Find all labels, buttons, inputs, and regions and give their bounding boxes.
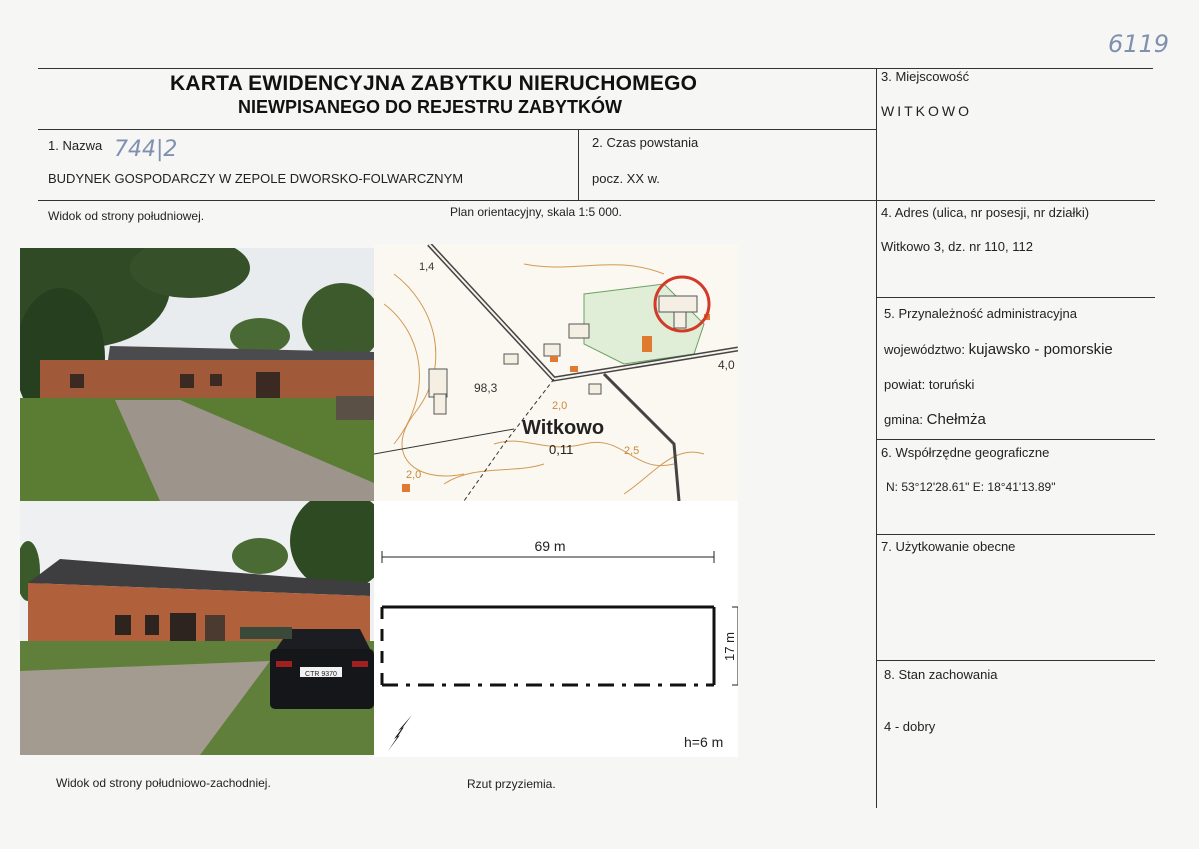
miejscowosc-label: 3. Miejscowość [881, 69, 970, 84]
nazwa-label: 1. Nazwa [48, 138, 103, 153]
photo-bottom-caption: Widok od strony południowo-zachodniej. [56, 776, 271, 790]
czas-label: 2. Czas powstania [592, 135, 699, 150]
wojewodztwo-value: kujawsko - pomorskie [968, 341, 1113, 358]
stan-label: 8. Stan zachowania [884, 667, 998, 682]
ground-floor-plan [374, 501, 738, 757]
photo-south-view [20, 248, 374, 501]
admin-label: 5. Przynależność administracyjna [884, 306, 1077, 321]
powiat-row [884, 377, 974, 392]
powiat-value: toruński [928, 377, 975, 392]
adres-bottom-rule [877, 297, 1155, 298]
top-rule [38, 68, 1153, 69]
map-elev-3: 4,0 [718, 358, 735, 372]
map-caption: Plan orientacyjny, skala 1:5 000. [450, 205, 622, 219]
czas-value: pocz. XX w. [592, 171, 660, 186]
map-elev-2: 98,3 [474, 381, 498, 395]
page-number: 6119 [1108, 30, 1170, 58]
car-plate: CTR 9370 [305, 671, 337, 678]
map-elev-6: 2,0 [406, 469, 422, 481]
photo-top-caption: Widok od strony południowej. [48, 209, 205, 223]
powiat-prefix: powiat: [884, 377, 926, 392]
wspolrzedne-label: 6. Współrzędne geograficzne [881, 445, 1050, 460]
right-column-divider [876, 68, 877, 808]
plan-width-label: 17 m [722, 632, 737, 661]
miejscowosc-value: WITKOWO [881, 103, 972, 119]
gmina-prefix: gmina: [884, 412, 924, 427]
adres-value: Witkowo 3, dz. nr 110, 112 [881, 239, 1033, 254]
plan-height-label: h=6 m [684, 734, 724, 750]
orientation-map [374, 244, 738, 501]
map-elev-1: 1,4 [419, 261, 435, 273]
uzyt-bottom-rule [877, 660, 1155, 661]
map-town-label: Witkowo [522, 417, 605, 439]
uzytkowanie-label: 7. Użytkowanie obecne [881, 539, 1016, 554]
wsp-bottom-rule [877, 534, 1155, 535]
card-subtitle: NIEWPISANEGO DO REJESTRU ZABYTKÓW [238, 97, 623, 117]
plan-length-label: 69 m [534, 538, 566, 554]
name-czas-divider [578, 130, 579, 200]
wojewodztwo-prefix: województwo: [884, 342, 965, 357]
stan-value: 4 - dobry [884, 719, 936, 734]
wojewodztwo-row [884, 341, 1113, 358]
nazwa-value: BUDYNEK GOSPODARCZY W ZEPOLE DWORSKO-FOLWARCZNYM [48, 171, 464, 186]
adres-label: 4. Adres (ulica, nr posesji, nr działki) [881, 205, 1090, 220]
gmina-row [884, 411, 986, 428]
card-title: KARTA EWIDENCYJNA ZABYTKU NIERUCHOMEGO [170, 72, 698, 95]
name-row-bottom-rule [38, 200, 1155, 201]
nazwa-handwritten: 744|2 [114, 137, 178, 162]
admin-bottom-rule [877, 439, 1155, 440]
map-elev-4: 2,0 [552, 400, 568, 412]
map-town-sublabel: 0,11 [549, 442, 574, 457]
plan-caption: Rzut przyziemia. [467, 777, 556, 791]
gmina-value: Chełmża [926, 411, 986, 428]
photo-southwest-view [20, 501, 374, 755]
map-elev-5: 2,5 [624, 445, 640, 457]
wspolrzedne-value: N: 53°12'28.61" E: 18°41'13.89" [886, 480, 1056, 494]
header-bottom-rule [38, 129, 876, 130]
